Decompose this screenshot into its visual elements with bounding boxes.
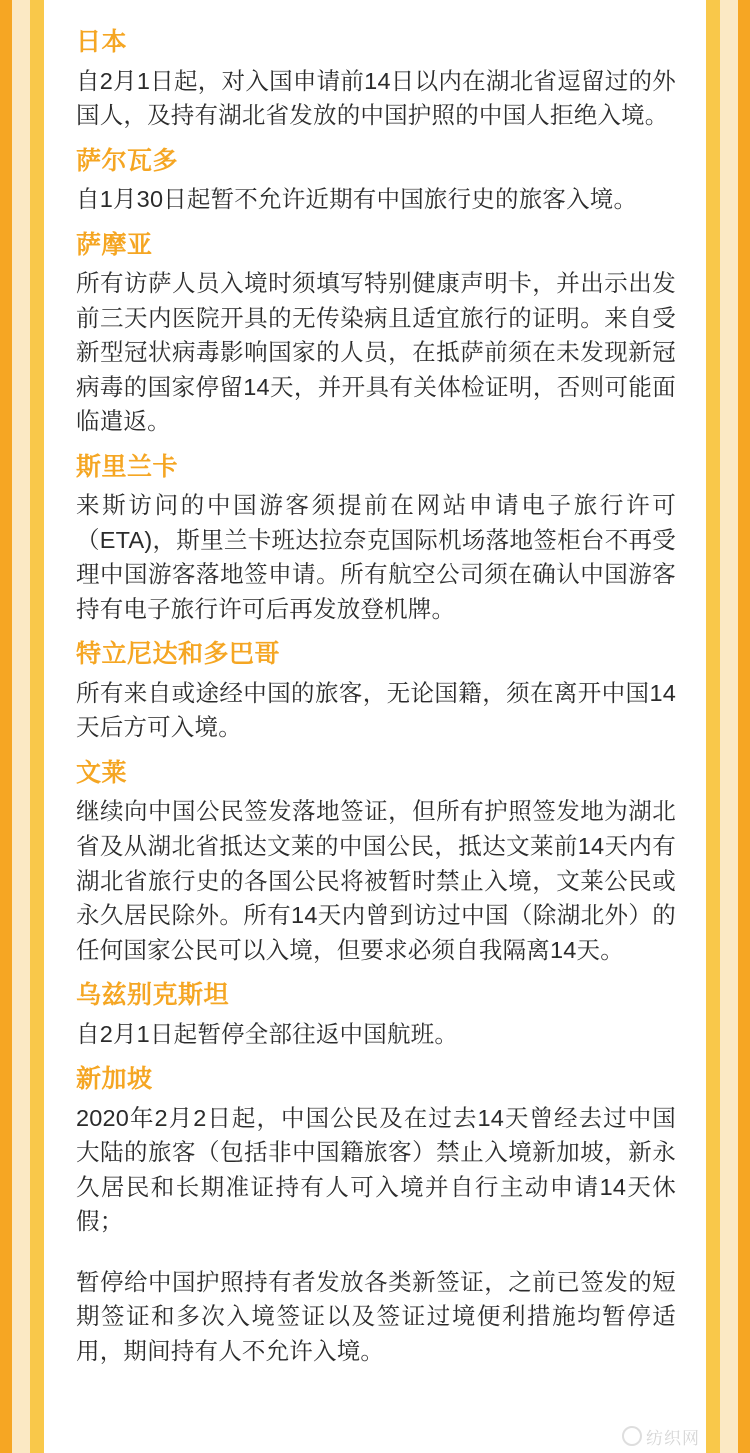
watermark-logo-icon: [622, 1426, 642, 1446]
country-description: 2020年2月2日起，中国公民及在过去14天曾经去过中国大陆的旅客（包括非中国籍旅客）禁止入境新加坡，新永久居民和长期准证持有人可入境并自行主动申请14天休假；: [76, 1104, 676, 1235]
country-title: 萨尔瓦多: [76, 146, 179, 175]
watermark-label: 纺织网: [646, 1429, 700, 1448]
country-title: 特立尼达和多巴哥: [76, 640, 281, 669]
country-description: 自2月1日起暂停全部往返中国航班。: [76, 1020, 459, 1047]
country-title: 文莱: [76, 758, 128, 787]
country-title: 新加坡: [76, 1065, 153, 1094]
entry-singapore: [76, 1061, 676, 1368]
entry-sri-lanka: [76, 449, 676, 627]
entry-japan: [76, 24, 676, 133]
entry-samoa: [76, 227, 676, 439]
country-description: 所有来自或途经中国的旅客，无论国籍，须在离开中国14天后方可入境。: [76, 679, 676, 741]
country-title: 斯里兰卡: [76, 452, 179, 481]
country-title: 萨摩亚: [76, 230, 153, 259]
article-content: [44, 0, 706, 1453]
country-description-secondary: 暂停给中国护照持有者发放各类新签证，之前已签发的短期签证和多次入境签证以及签证过境便利措施均暂停适用，期间持有人不允许入境。: [76, 1268, 676, 1364]
entry-brunei: [76, 755, 676, 967]
entry-el-salvador: [76, 143, 676, 217]
country-description: 继续向中国公民签发落地签证，但所有护照签发地为湖北省及从湖北省抵达文莱的中国公民，抵达文莱前14天内有湖北省旅行史的各国公民将被暂时禁止入境，文莱公民或永久居民除外。所有14天内曾到访过中国（除湖北外）的任何国家公民可以入境，但要求必须自我隔离14天。: [76, 798, 676, 963]
country-title: 乌兹别克斯坦: [76, 981, 230, 1010]
entry-uzbekistan: [76, 977, 676, 1051]
country-description: 来斯访问的中国游客须提前在网站申请电子旅行许可（ETA)，斯里兰卡班达拉奈克国际机场落地签柜台不再受理中国游客落地签申请。所有航空公司须在确认中国游客持有电子旅行许可后再发放登机牌。: [76, 492, 676, 622]
entry-trinidad-and-tobago: [76, 636, 676, 745]
country-title: 日本: [76, 28, 128, 56]
country-description: 自1月30日起暂不允许近期有中国旅行史的旅客入境。: [76, 186, 638, 213]
country-description: 自2月1日起，对入国申请前14日以内在湖北省逗留过的外国人，及持有湖北省发放的中国护照的中国人拒绝入境。: [76, 67, 676, 129]
watermark: [622, 1424, 700, 1449]
country-description: 所有访萨人员入境时须填写特别健康声明卡，并出示出发前三天内医院开具的无传染病且适宜旅行的证明。来自受新型冠状病毒影响国家的人员，在抵萨前须在未发现新冠病毒的国家停留14天，并开具有关体检证明，否则可能面临遣返。: [76, 270, 676, 435]
